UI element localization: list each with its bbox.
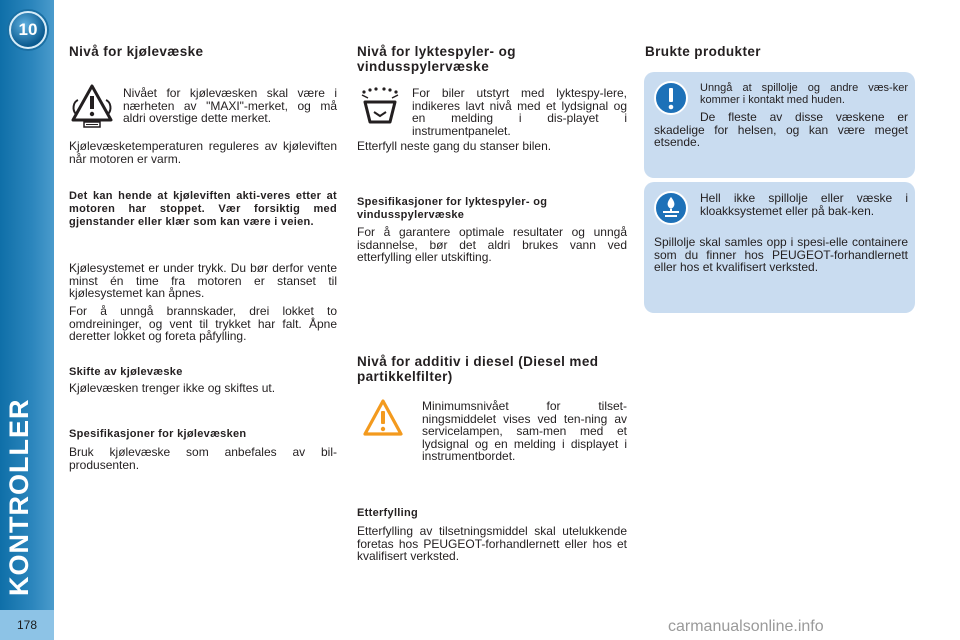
washer-spec-title: Spesifikasjoner for lyktespyler- og vindusspylervæske <box>357 196 548 221</box>
coolant-spec-title: Spesifikasjoner for kjølevæsken <box>69 428 247 440</box>
washer-heading: Nivå for lyktespyler- og vindusspylervæske <box>357 44 516 74</box>
chapter-number-badge: 10 <box>9 11 47 49</box>
watermark: carmanualsonline.info <box>668 618 824 635</box>
coolant-intro: Nivået for kjølevæsken skal være i nærheten av "MAXI"-merket, og må aldri overstige dette merket. <box>123 86 337 125</box>
coolant-level-icon <box>70 82 114 128</box>
chapter-sidebar <box>0 0 54 640</box>
diesel-additive-intro: Minimumsnivået for tilset-ningsmiddelet vises ved ten-ning av servicelampen, sam-men med et lydsignal og en melding i displayet i instrumentbordet. <box>422 399 627 463</box>
coolant-spec-text: Bruk kjølevæske som anbefales av bil-produsenten. <box>69 445 337 472</box>
refill-text: Etterfylling av tilsetningsmiddel skal utelukkende foretas hos PEUGEOT-forhandlernett eller hos et kvalifisert verksted. <box>357 524 627 563</box>
coolant-heading: Nivå for kjølevæske <box>69 44 204 59</box>
coolant-change-title: Skifte av kjølevæske <box>69 366 183 378</box>
skin-contact-text: Unngå at spillolje og andre væs-ker kommer i kontakt med huden. <box>700 82 908 106</box>
coolant-pressure-text: Kjølesystemet er under trykk. Du bør derfor vente minst én time fra motoren er stanset til kjølesystemet kan åpnes. <box>69 261 337 300</box>
coolant-burn-text: For å unngå brannskader, drei lokket to omdreininger, og vent til trykket har falt. Åpne deretter lokket og foreta påfylling. <box>69 304 337 343</box>
diesel-additive-heading: Nivå for additiv i diesel (Diesel med partikkelfilter) <box>357 354 599 384</box>
coolant-fan-warning: Det kan hende at kjøleviften akti-veres etter at motoren har stoppet. Vær forsiktig med gjenstander eller klær som kan være i veien. <box>69 190 337 228</box>
environment-icon <box>653 190 689 226</box>
no-drain-text: Hell ikke spillolje eller væske i kloakksystemet eller på bak-ken. <box>700 191 908 218</box>
washer-fluid-icon <box>358 86 402 128</box>
chapter-title: KONTROLLER <box>4 398 34 596</box>
washer-intro: For biler utstyrt med lyktespy-lere, indikeres lavt nivå med et lydsignal og en melding i dis-playet i instrumentpanelet. <box>412 86 627 138</box>
refill-title: Etterfylling <box>357 507 419 519</box>
washer-refill-text: Etterfyll neste gang du stanser bilen. <box>357 139 552 153</box>
used-products-heading: Brukte produkter <box>645 44 761 59</box>
coolant-change-text: Kjølevæsken trenger ikke og skiftes ut. <box>69 381 276 395</box>
warning-triangle-icon <box>362 398 404 438</box>
collection-text: Spillolje skal samles opp i spesi-elle containere som du finner hos PEUGEOT-forhandlernett eller hos et kvalifisert verksted. <box>654 235 908 274</box>
page-number: 178 <box>0 610 54 640</box>
coolant-fan-text: Kjølevæsketemperaturen reguleres av kjøleviften når motoren er varm. <box>69 139 337 166</box>
harmful-fluids-text: De fleste av disse væskene er skadelige for helsen, og kan være meget etsende. <box>654 110 908 149</box>
washer-spec-text: For å garantere optimale resultater og unngå isdannelse, bør det aldri brukes vann ved etterfylling eller utskifting. <box>357 225 627 264</box>
